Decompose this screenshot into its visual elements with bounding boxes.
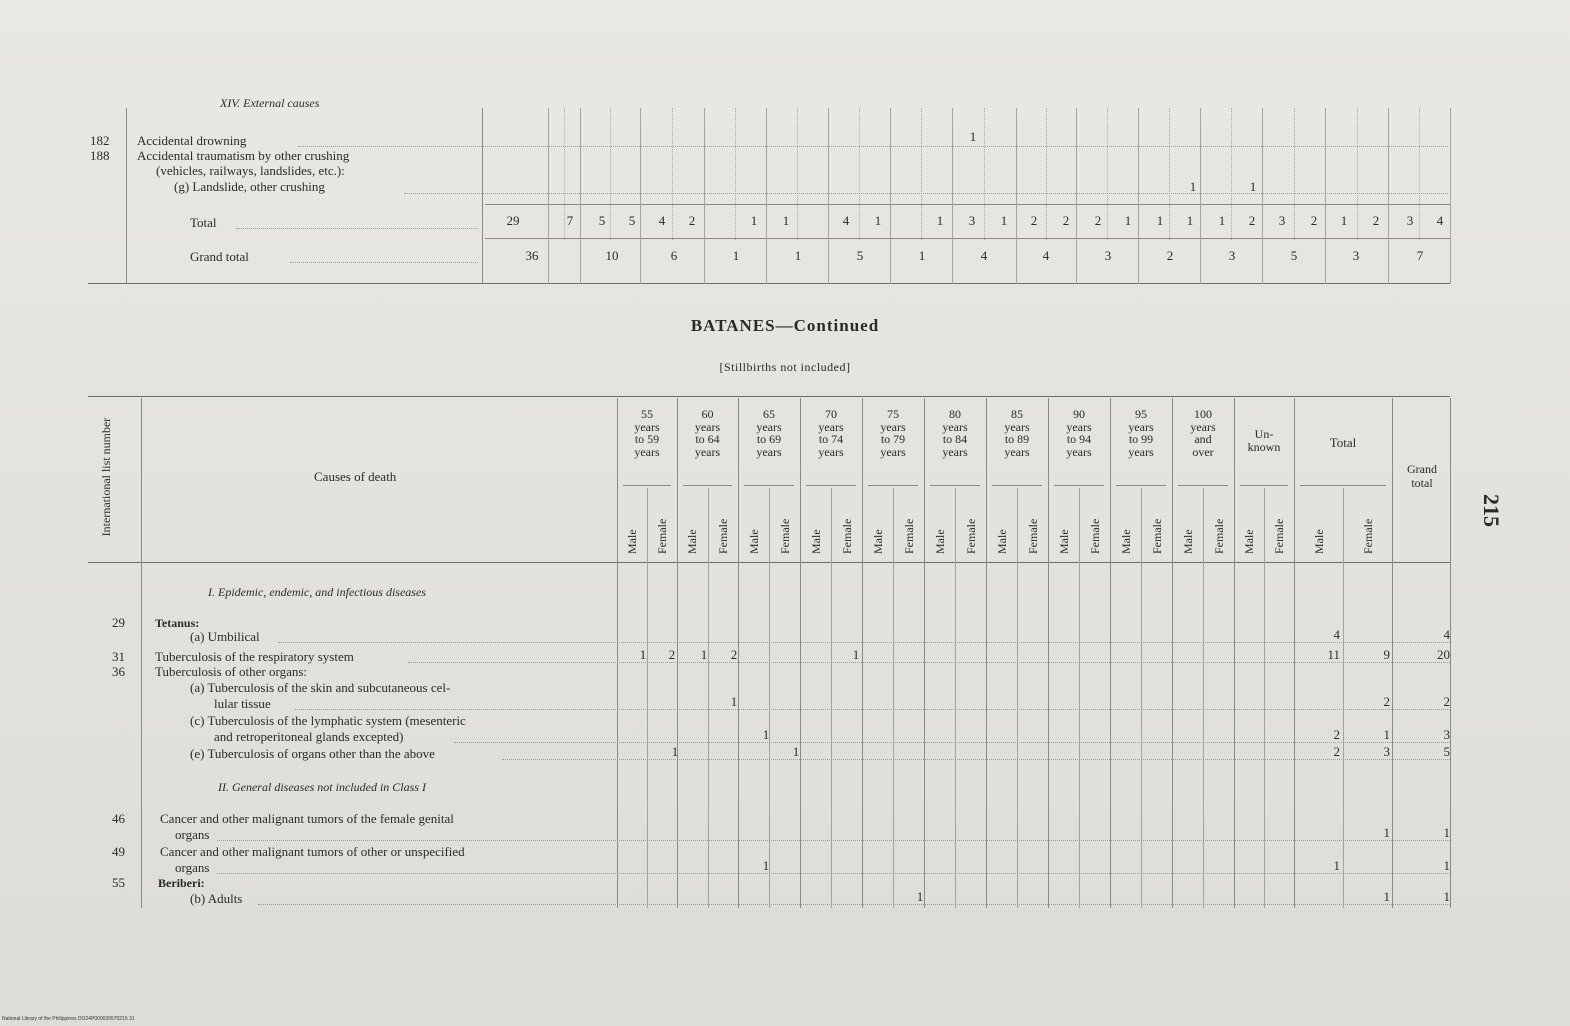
rule (859, 108, 860, 240)
rule (1200, 108, 1201, 284)
rule (623, 485, 671, 486)
rule (683, 485, 732, 486)
age-group-header (738, 408, 800, 458)
header-line: to 99 (1128, 432, 1154, 446)
cell: 1 (1249, 179, 1257, 194)
total-female-cell: 3 (1383, 744, 1390, 759)
total-cell: 2 (1062, 213, 1070, 228)
total-cell: 3 (1278, 213, 1286, 228)
header-male: Male (1180, 529, 1195, 554)
age-group-header (924, 408, 986, 458)
total-male-cell: 1 (1333, 858, 1340, 873)
header-line: to 89 (1004, 432, 1030, 446)
leader-dots (278, 642, 1450, 643)
row-code: 31 (112, 649, 125, 664)
table-title: BATANES—Continued (690, 316, 880, 335)
header-male: Male (932, 529, 947, 554)
total-cell: 1 (936, 213, 944, 228)
age-group-header (1172, 408, 1234, 458)
leader-dots (295, 709, 1450, 710)
row-label: Cancer and other malignant tumors of other or unspecified (160, 844, 465, 859)
rule (1079, 488, 1080, 908)
rule (984, 108, 985, 240)
row-label: (a) Umbilical (190, 629, 260, 644)
grand-total-cell: 2 (1443, 694, 1450, 709)
age-group-header (1110, 408, 1172, 458)
rule (800, 398, 801, 908)
header-female: Female (1149, 518, 1164, 554)
header-causes: Causes of death (314, 469, 397, 484)
leader-dots (217, 840, 1450, 841)
row-code: 49 (112, 844, 125, 859)
header-line: years (1004, 419, 1030, 434)
header-female: Female (1360, 518, 1375, 554)
rule (708, 488, 709, 908)
cell: 1 (671, 744, 679, 759)
age-group-header (1048, 408, 1110, 458)
header-line: years (1066, 444, 1092, 459)
total-cell: 1 (1340, 213, 1348, 228)
header-female: Female (1025, 518, 1040, 554)
header-line: years (942, 419, 968, 434)
header-line: 60 (701, 407, 714, 421)
header-line: to 64 (695, 432, 720, 446)
age-group-header (1234, 428, 1294, 453)
row-code: 55 (112, 875, 125, 890)
rule (1294, 108, 1295, 240)
rule (1450, 398, 1451, 908)
total-cell: 7 (566, 213, 574, 228)
grand-total-cell: 1 (732, 248, 740, 263)
rule (1178, 485, 1228, 486)
rule (1048, 398, 1049, 908)
row-traumatism-line2: (vehicles, railways, landslides, etc.): (156, 163, 345, 178)
header-line: 70 (825, 407, 837, 421)
rule (952, 108, 953, 284)
row-label: organs (175, 860, 210, 875)
rule (831, 488, 832, 908)
total-cell: 2 (688, 213, 696, 228)
rule (1141, 488, 1142, 908)
rule (640, 108, 641, 284)
leader-dots (258, 904, 1450, 905)
row-label: Tetanus: (155, 616, 200, 630)
cell: 1 (762, 858, 770, 873)
rule (955, 488, 956, 908)
rule (1325, 108, 1326, 284)
rule (797, 108, 798, 240)
header-line: years (1190, 419, 1216, 434)
header-line: 75 (887, 407, 899, 421)
row-label: Cancer and other malignant tumors of the female genital (160, 811, 454, 826)
grand-total-cell: 4 (1042, 248, 1050, 263)
rule (1294, 398, 1295, 908)
rule (1046, 108, 1047, 240)
grand-total-cell: 1 (1443, 825, 1450, 840)
rule (610, 108, 611, 240)
header-male: Male (625, 529, 639, 554)
header-line: years (942, 444, 968, 459)
age-group-header (617, 408, 677, 458)
total-cell: 5 (628, 213, 636, 228)
header-female: Female (655, 518, 669, 554)
leader-dots (454, 742, 1450, 743)
header-male: Male (870, 529, 885, 554)
header-grand-total: Grand total (1407, 462, 1437, 490)
rule (1388, 108, 1389, 284)
header-male: Male (685, 529, 700, 554)
header-line: 100 (1194, 407, 1212, 421)
header-line: years (1066, 419, 1092, 434)
rule (1262, 108, 1263, 284)
total-cell: 2 (1248, 213, 1256, 228)
age-group-header (986, 408, 1048, 458)
grand-total-cell: 3 (1228, 248, 1236, 263)
age-group-header (800, 408, 862, 458)
row-traumatism-line1: Accidental traumatism by other crushing (137, 148, 350, 163)
grand-total-cell: 7 (1416, 248, 1424, 263)
total-cell: 1 (1186, 213, 1194, 228)
header-line: known (1247, 439, 1281, 454)
header-line: and (1194, 432, 1212, 446)
rule (766, 108, 767, 284)
row-code: 29 (112, 615, 125, 630)
header-line: 95 (1135, 407, 1147, 421)
row-label: (a) Tuberculosis of the skin and subcutaneous cel- (190, 680, 451, 695)
header-line: Un- (1254, 427, 1274, 441)
rule (1231, 108, 1232, 240)
cell: 1 (969, 129, 977, 144)
total-female-cell: 9 (1383, 647, 1390, 662)
total-female-cell: 1 (1383, 889, 1390, 904)
rule (890, 108, 891, 284)
header-female: Female (901, 518, 916, 554)
grand-total-cell: 6 (670, 248, 678, 263)
total-cell: 1 (1124, 213, 1132, 228)
grand-total-cell: 5 (1443, 744, 1450, 759)
total-cell: 4 (658, 213, 666, 228)
grand-total-cell: 2 (1166, 248, 1174, 263)
rule (868, 485, 918, 486)
rule (828, 108, 829, 284)
rule (548, 108, 549, 284)
header-male: Male (994, 529, 1009, 554)
rule (930, 485, 980, 486)
grand-total-cell: 20 (1437, 647, 1450, 662)
cell: 1 (700, 647, 708, 662)
header-line: 55 (641, 407, 653, 421)
row-code: 36 (112, 664, 125, 679)
rule (580, 108, 581, 284)
header-line: years (818, 444, 844, 459)
row-label: Tuberculosis of the respiratory system (155, 649, 354, 664)
total-cell: 4 (1436, 213, 1444, 228)
grand-total-label: Grand total (190, 249, 249, 264)
header-female: Female (963, 518, 978, 554)
rule (1076, 108, 1077, 284)
header-line: over (1192, 444, 1214, 459)
header-line: years (818, 419, 844, 434)
rule (1300, 485, 1386, 486)
header-female: Female (1087, 518, 1102, 554)
rule (617, 398, 618, 908)
grand-total-cell: 4 (980, 248, 988, 263)
row-code: 46 (112, 811, 125, 826)
grand-total-cell: 3 (1443, 727, 1450, 742)
cell: 1 (916, 889, 924, 904)
header-line: years (880, 419, 906, 434)
header-line: to 84 (942, 432, 968, 446)
header-line: 90 (1073, 407, 1085, 421)
rule (1357, 108, 1358, 240)
row-label: lular tissue (214, 696, 271, 711)
total-cell: 1 (1218, 213, 1226, 228)
header-line: to 79 (880, 432, 906, 446)
rule (744, 485, 794, 486)
grand-total-cell: 5 (856, 248, 864, 263)
grand-total-cell: 1 (918, 248, 926, 263)
total-cell: 1 (782, 213, 790, 228)
rule (986, 398, 987, 908)
total-cell: 1 (874, 213, 882, 228)
rule (1016, 108, 1017, 284)
header-line: to 69 (756, 432, 782, 446)
total-female-cell: 1 (1383, 727, 1390, 742)
total-cell: 2 (1094, 213, 1102, 228)
header-line: years (756, 444, 782, 459)
cell: 1 (1189, 179, 1197, 194)
row-label: Beriberi: (158, 876, 205, 890)
header-line: 65 (763, 407, 775, 421)
rule (1054, 485, 1104, 486)
code-188: 188 (90, 148, 110, 163)
header-male: Male (1118, 529, 1133, 554)
cell: 1 (792, 744, 800, 759)
leader-dots (217, 873, 1450, 874)
rule (1343, 488, 1344, 908)
header-line: years (1004, 444, 1030, 459)
class-heading-general: II. General diseases not included in Class I (218, 780, 426, 794)
footer-credit: National Library of the Philippines DO24P000039570215 31 (2, 1016, 135, 1022)
total-male-cell: 11 (1327, 647, 1340, 662)
header-male: Male (1311, 529, 1326, 554)
rule (1234, 398, 1235, 908)
class-heading-infectious: I. Epidemic, endemic, and infectious diseases (208, 585, 426, 599)
rule (769, 488, 770, 908)
rule (1107, 108, 1108, 240)
header-line: years (634, 444, 660, 459)
cell: 1 (852, 647, 860, 662)
header-female: Female (715, 518, 730, 554)
header-female: Female (1211, 518, 1226, 554)
header-line: years (1128, 419, 1154, 434)
header-line: years (756, 419, 782, 434)
header-female: Female (1272, 518, 1286, 554)
total-cell: 2 (1372, 213, 1380, 228)
header-male: Male (1242, 529, 1256, 554)
header-line: 80 (949, 407, 961, 421)
cell: 1 (730, 694, 738, 709)
total-cell: 29 (506, 213, 520, 228)
rule (1264, 488, 1265, 908)
rule (1203, 488, 1204, 908)
row-label: (e) Tuberculosis of organs other than the above (190, 746, 435, 761)
header-line: years (634, 419, 660, 434)
grand-total-cell: 3 (1104, 248, 1112, 263)
age-group-header (677, 408, 738, 458)
rule (1419, 108, 1420, 240)
header-line: 85 (1011, 407, 1023, 421)
row-landslide: (g) Landslide, other crushing (174, 179, 325, 194)
leader-dots (502, 759, 1450, 760)
row-label: Tuberculosis of other organs: (155, 664, 308, 679)
header-line: years (880, 444, 906, 459)
grand-total-cell: 1 (1443, 858, 1450, 873)
rule (1172, 398, 1173, 908)
grand-total-cell: 1 (1443, 889, 1450, 904)
rule (704, 108, 705, 284)
header-line: years (694, 419, 721, 434)
row-label: organs (175, 827, 210, 842)
rule (647, 488, 648, 908)
rule (672, 108, 673, 240)
table-subtitle: [Stillbirths not included] (719, 360, 851, 374)
rule (1240, 485, 1288, 486)
total-cell: 2 (1310, 213, 1318, 228)
age-group-header (862, 408, 924, 458)
row-accidental-drowning: Accidental drowning (137, 133, 247, 148)
cell: 1 (762, 727, 770, 742)
header-line: to 94 (1066, 432, 1092, 446)
cell: 2 (730, 647, 738, 662)
total-cell: 3 (1406, 213, 1414, 228)
total-female-cell: 1 (1383, 825, 1390, 840)
total-cell: 2 (1030, 213, 1038, 228)
total-male-cell: 2 (1333, 744, 1340, 759)
grand-total-cell: 10 (605, 248, 619, 263)
grand-total-cell: 3 (1352, 248, 1360, 263)
rule (924, 398, 925, 908)
total-cell: 1 (1156, 213, 1164, 228)
rule (1392, 398, 1393, 908)
rule (806, 485, 856, 486)
header-intl-list: International list number (99, 417, 113, 537)
total-label: Total (190, 215, 217, 230)
code-182: 182 (90, 133, 110, 148)
class-heading-external: XIV. External causes (220, 96, 320, 110)
rule (893, 488, 894, 908)
header-female: Female (777, 518, 792, 554)
header-line: years (694, 444, 721, 459)
total-cell: 4 (842, 213, 850, 228)
row-label: (b) Adults (190, 891, 243, 906)
leader-dots (408, 662, 1450, 663)
total-cell: 1 (750, 213, 758, 228)
grand-total-cell: 1 (794, 248, 802, 263)
rule (735, 108, 736, 240)
total-cell: 5 (598, 213, 606, 228)
rule (1017, 488, 1018, 908)
header-line: years (1128, 444, 1154, 459)
rule (1450, 108, 1451, 284)
page-number: 215 (1479, 494, 1504, 527)
cell: 1 (639, 647, 647, 662)
total-female-cell: 2 (1383, 694, 1390, 709)
header-female: Female (839, 518, 854, 554)
header-male: Male (1056, 529, 1071, 554)
total-male-cell: 4 (1333, 627, 1340, 642)
rule (921, 108, 922, 240)
total-cell: 1 (1000, 213, 1008, 228)
grand-total-cell: 36 (525, 248, 539, 263)
cell: 2 (668, 647, 676, 662)
row-label: and retroperitoneal glands excepted) (214, 729, 404, 744)
header-male: Male (746, 529, 761, 554)
age-group-header (1294, 436, 1392, 450)
header-line: to 59 (634, 432, 660, 446)
header-line: Total (1329, 435, 1357, 450)
total-male-cell: 2 (1333, 727, 1340, 742)
header-male: Male (808, 529, 823, 554)
rule (1116, 485, 1166, 486)
rule (1138, 108, 1139, 284)
grand-total-cell: 5 (1290, 248, 1298, 263)
total-cell: 3 (968, 213, 976, 228)
row-label: (c) Tuberculosis of the lymphatic system (mesenteric (190, 713, 466, 728)
rule (992, 485, 1042, 486)
header-line: to 74 (818, 432, 844, 446)
rule (1110, 398, 1111, 908)
rule (1169, 108, 1170, 240)
grand-total-cell: 4 (1443, 627, 1450, 642)
